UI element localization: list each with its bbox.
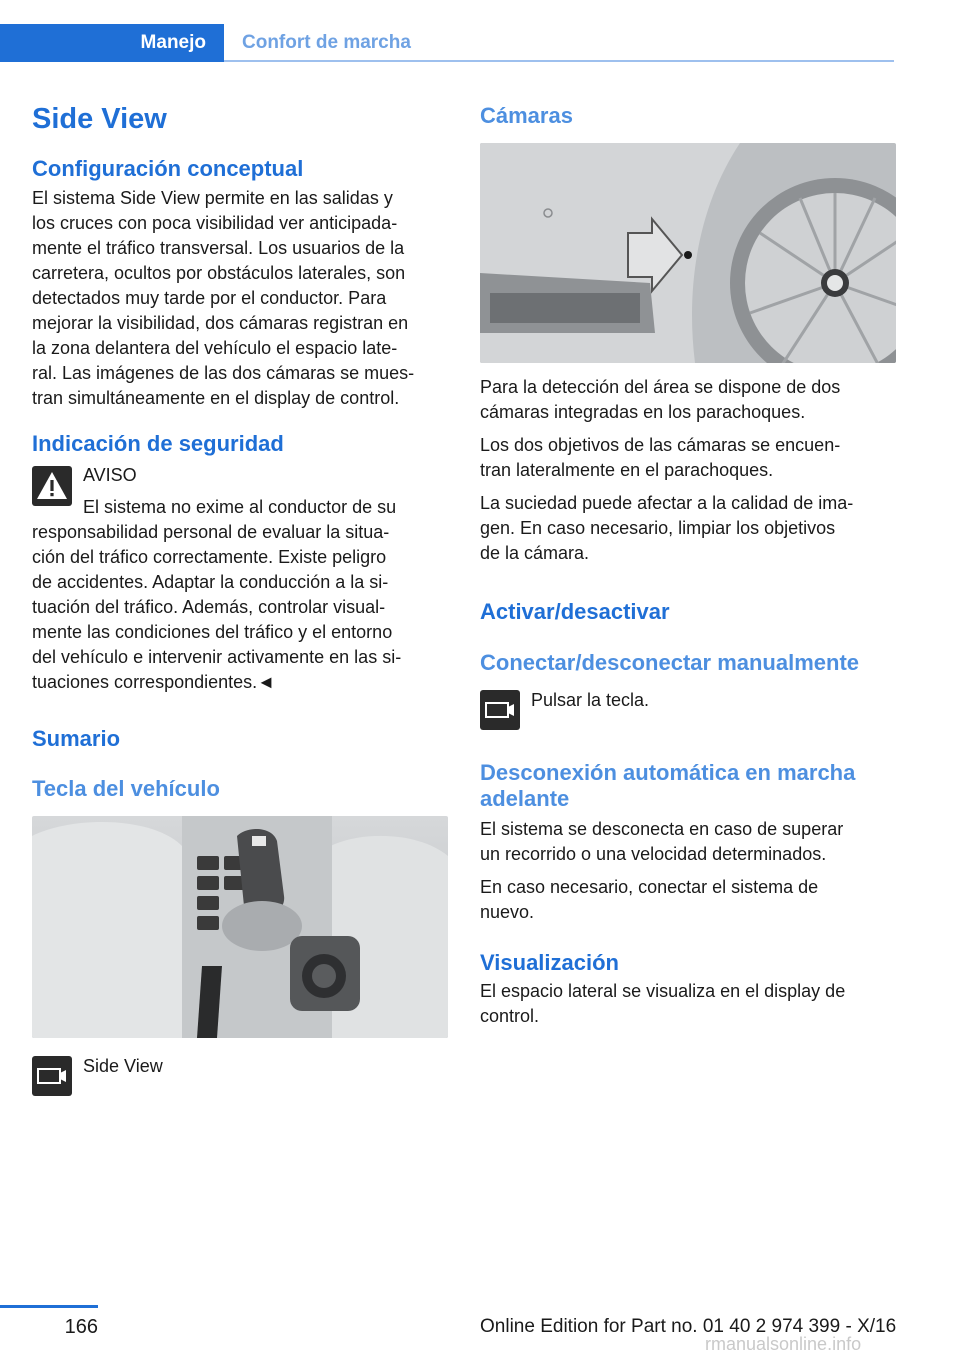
- warning-block: [32, 466, 448, 520]
- auto-paragraph-1: [480, 817, 896, 867]
- summary-heading: Sumario: [32, 726, 121, 751]
- edition-note: Online Edition for Part no. 01 40 2 974 399 - X/16: [480, 1316, 897, 1337]
- warning-triangle-icon: [32, 466, 72, 506]
- text-line: del vehículo e intervenir activamente en las si‐: [32, 647, 402, 667]
- text-line: El espacio lateral se visualiza en el display de: [480, 981, 846, 1001]
- concept-paragraph: [32, 186, 448, 411]
- display-paragraph: [480, 979, 896, 1029]
- text-line: El sistema Side View permite en las salidas y: [32, 188, 393, 208]
- tab-manejo[interactable]: [0, 24, 224, 62]
- cameras-paragraph-1: [480, 375, 896, 425]
- right-column: [480, 100, 896, 1029]
- text-line: mente el tráfico transversal. Los usuarios de la: [32, 238, 405, 258]
- text-line: El sistema se desconecta en caso de superar: [480, 819, 844, 839]
- text-line: los cruces con poca visibilidad ver anticipada‐: [32, 213, 398, 233]
- text-line: responsabilidad personal de evaluar la situa‐: [32, 522, 390, 542]
- auto-paragraph-2: [480, 875, 896, 925]
- text-line: ción del tráfico correctamente. Existe peligro: [32, 547, 387, 567]
- warning-paragraph: [32, 520, 448, 695]
- side-view-camera-icon: [32, 1056, 72, 1096]
- heading-line: adelante: [480, 786, 570, 811]
- tab-manejo-label: Manejo: [140, 32, 206, 53]
- left-column: [32, 100, 448, 1096]
- page-header: [0, 24, 894, 62]
- text-line: tran simultáneamente en el display de control.: [32, 388, 400, 408]
- tab-confort-label: Confort de marcha: [242, 32, 411, 53]
- heading-line: Desconexión automática en marcha: [480, 760, 856, 785]
- text-line: un recorrido o una velocidad determinados.: [480, 844, 827, 864]
- text-line: Para la detección del área se dispone de dos: [480, 377, 841, 397]
- text-line: carretera, ocultos por obstáculos laterales, son: [32, 263, 406, 283]
- footer-accent-bar: [0, 1305, 98, 1308]
- press-key-row: [480, 690, 896, 730]
- text-line: ral. Las imágenes de las dos cámaras se mues‐: [32, 363, 415, 383]
- warning-label: AVISO: [83, 465, 137, 485]
- cameras-heading: Cámaras: [480, 103, 573, 128]
- safety-heading: Indicación de seguridad: [32, 431, 284, 456]
- center-console-photo: [32, 816, 448, 1038]
- text-line: control.: [480, 1006, 540, 1026]
- concept-heading: Configuración conceptual: [32, 156, 304, 181]
- press-key-text: Pulsar la tecla.: [531, 690, 650, 710]
- text-line: de la cámara.: [480, 543, 590, 563]
- activate-heading: Activar/desactivar: [480, 599, 670, 624]
- cameras-paragraph-2: [480, 433, 896, 483]
- side-view-key-label: Side View: [83, 1056, 163, 1076]
- text-line: tran lateralmente en el parachoques.: [480, 460, 774, 480]
- text-line: tuaciones correspondientes.◄: [32, 672, 275, 692]
- display-heading: Visualización: [480, 950, 619, 975]
- text-line: nuevo.: [480, 902, 535, 922]
- vehicle-key-heading: Tecla del vehículo: [32, 776, 220, 801]
- text-line: mente las condiciones del tráfico y el entorno: [32, 622, 393, 642]
- text-line: El sistema no exime al conductor de su: [83, 497, 397, 517]
- tab-confort-de-marcha[interactable]: [224, 24, 894, 62]
- text-line: Los dos objetivos de las cámaras se encuen‐: [480, 435, 841, 455]
- header-divider: [224, 60, 894, 62]
- text-line: gen. En caso necesario, limpiar los objetivos: [480, 518, 836, 538]
- text-line: tuación del tráfico. Además, controlar visual‐: [32, 597, 386, 617]
- manual-heading: Conectar/desconectar manualmente: [480, 650, 860, 675]
- text-line: En caso necesario, conectar el sistema de: [480, 877, 819, 897]
- text-line: detectados muy tarde por el conductor. Para: [32, 288, 387, 308]
- watermark: rmanualsonline.info: [705, 1334, 862, 1354]
- text-line: de accidentes. Adaptar la conducción a la si‐: [32, 572, 389, 592]
- text-line: La suciedad puede afectar a la calidad de ima‐: [480, 493, 854, 513]
- bumper-camera-photo: [480, 143, 896, 363]
- text-line: la zona delantera del vehículo el espacio late‐: [32, 338, 398, 358]
- text-line: mejorar la visibilidad, dos cámaras registran en: [32, 313, 409, 333]
- cameras-paragraph-3: [480, 491, 896, 566]
- auto-heading: [480, 760, 896, 812]
- side-view-key-row: [32, 1056, 448, 1096]
- side-view-camera-icon: [480, 690, 520, 730]
- page-number: 166: [64, 1316, 98, 1338]
- page-title: Side View: [32, 103, 167, 135]
- text-line: cámaras integradas en los parachoques.: [480, 402, 806, 422]
